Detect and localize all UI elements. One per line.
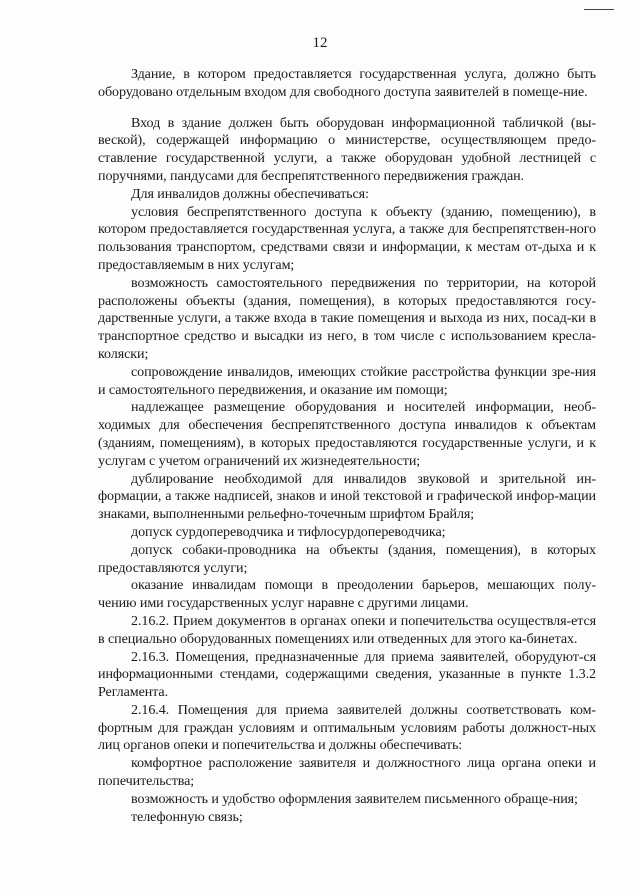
list-item-comfortable-placement: комфортное расположение заявителя и должностного лица органа опеки и попечительства;	[98, 755, 596, 790]
page-number: 12	[312, 35, 328, 51]
list-item-access-conditions: условия беспрепятственного доступа к объекту (зданию, помещению), в котором предоставляется государственная услуга, а также для беспрепятствен-ного пользования транспортом, средствами связи и информации, к местам от-дыха и к предоставляемым в них услугам;	[98, 203, 596, 273]
paragraph-2-16-3: 2.16.3. Помещения, предназначенные для приема заявителей, оборудуют-ся информационными стендами, содержащими сведения, указанные в пункте 1.3.2 Регламента.	[98, 648, 596, 701]
list-item-barrier-help: оказание инвалидам помощи в преодолении барьеров, мешающих полу-чению ими государственных услуг наравне с другими лицами.	[98, 577, 596, 612]
list-item-escort: сопровождение инвалидов, имеющих стойкие расстройства функции зре-ния и самостоятельного передвижения, и оказание им помощи;	[98, 363, 596, 398]
list-item-duplication: дублирование необходимой для инвалидов звуковой и зрительной ин-формации, а также надписей, знаков и иной текстовой и графической инфор-мации знаками, выполненными рельефно-точечным шрифтом Брайля;	[98, 470, 596, 523]
paragraph-2-16-2: 2.16.2. Прием документов в органах опеки и попечительства осуществля-ется в специально оборудованных помещениях или отведенных для этого ка-бинетах.	[98, 612, 596, 647]
paragraph-disabled-intro: Для инвалидов должны обеспечиваться:	[131, 185, 369, 202]
list-item-guide-dog: допуск собаки-проводника на объекты (здания, помещения), в которых предоставляются услуги;	[98, 541, 596, 576]
corner-mark	[584, 9, 614, 10]
paragraph-entrance-sign: Вход в здание должен быть оборудован информационной табличкой (вы-веской), содержащей информацию о министерстве, осуществляющем предо-ставление государственной услуги, а также оборудован удобной лестницей с поручнями, пандусами для беспрепятственного передвижения граждан.	[98, 114, 596, 184]
paragraph-building-entrance: Здание, в котором предоставляется государственная услуга, должно быть оборудовано отдельным входом для свободного доступа заявителей в помеще-ние.	[98, 66, 596, 100]
paragraph-2-16-4: 2.16.4. Помещения для приема заявителей должны соответствовать ком-фортным для граждан условиям и оптимальным условиям работы должност-ных лиц органов опеки и попечительства и должны обеспечивать:	[98, 701, 596, 754]
list-item-interpreter: допуск сурдопереводчика и тифлосурдопереводчика;	[131, 523, 446, 540]
list-item-equipment: надлежащее размещение оборудования и носителей информации, необ-ходимых для обеспечения беспрепятственного доступа инвалидов к объектам (зданиям, помещениям), в которых предоставляются государственные услуги, и к услугам с учетом ограничений их жизнедеятельности;	[98, 399, 596, 469]
list-item-movement: возможность самостоятельного передвижения по территории, на которой расположены объекты (здания, помещения), в которых предоставляются госу-дарственные услуги, а также входа в такие помещения и выхода из них, посад-ки в транспортное средство и высадки из него, в том числе с использованием кресла-коляски;	[98, 274, 596, 362]
list-item-telephone: телефонную связь;	[131, 808, 243, 825]
paragraph-gap	[98, 102, 596, 115]
document-body	[98, 66, 596, 826]
list-item-written-appeal: возможность и удобство оформления заявителем письменного обраще-ния;	[131, 790, 578, 807]
